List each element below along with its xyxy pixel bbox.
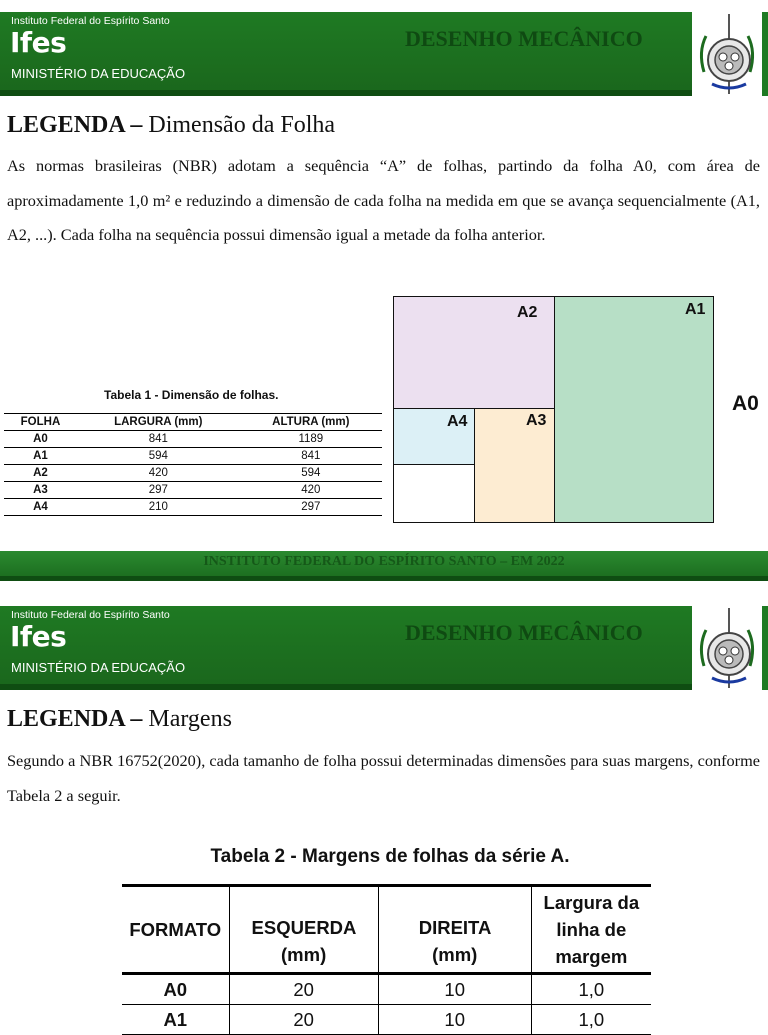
ministry-name: MINISTÉRIO DA EDUCAÇÃO <box>11 66 186 81</box>
col-header: ESQUERDA (mm) <box>229 886 378 974</box>
table-cell: 594 <box>77 448 240 465</box>
table-cell: 10 <box>378 1005 531 1035</box>
table-cell: A1 <box>122 1005 229 1035</box>
sheet-size-diagram <box>393 296 714 523</box>
title-rest: Margens <box>142 706 232 732</box>
table-row <box>4 482 382 499</box>
table-cell: A0 <box>4 431 77 448</box>
col-header: ALTURA (mm) <box>240 414 382 431</box>
table-row <box>4 448 382 465</box>
table-row <box>4 499 382 516</box>
table-cell: 297 <box>240 499 382 516</box>
header-banner <box>0 606 768 690</box>
header-strip <box>0 684 692 690</box>
table-cell: 1189 <box>240 431 382 448</box>
table-header-row <box>122 886 651 974</box>
table-cell: 210 <box>77 499 240 516</box>
header-banner <box>0 12 768 96</box>
table-cell: 841 <box>240 448 382 465</box>
footer-line <box>0 576 768 581</box>
institute-name: Instituto Federal do Espírito Santo <box>11 609 170 621</box>
table-cell: A2 <box>4 465 77 482</box>
course-title: DESENHO MECÂNICO <box>405 620 643 645</box>
col-header: LARGURA (mm) <box>77 414 240 431</box>
col-header: Largura da linha de margem <box>531 886 651 974</box>
sheet-size-table <box>4 413 382 516</box>
brand-logo-text: Ifes <box>10 26 67 59</box>
table-cell: 594 <box>240 465 382 482</box>
table-cell: 1,0 <box>531 974 651 1005</box>
table-cell: A0 <box>122 974 229 1005</box>
institute-name: Instituto Federal do Espírito Santo <box>11 15 170 27</box>
page-title <box>7 112 335 139</box>
ifes-emblem-icon <box>692 12 762 96</box>
table-cell: 20 <box>229 974 378 1005</box>
table-cell: A4 <box>4 499 77 516</box>
label-a3: A3 <box>526 412 547 429</box>
ministry-name: MINISTÉRIO DA EDUCAÇÃO <box>11 660 186 675</box>
table-cell: A1 <box>4 448 77 465</box>
header-edge <box>762 12 768 96</box>
margins-table <box>122 884 651 1035</box>
table-header-row <box>4 414 382 431</box>
title-rest: Dimensão da Folha <box>142 112 336 138</box>
col-header: FOLHA <box>4 414 77 431</box>
table-cell: 420 <box>77 465 240 482</box>
footer-banner <box>0 551 768 581</box>
footer-text: INSTITUTO FEDERAL DO ESPÍRITO SANTO – EM 2022 <box>203 554 565 569</box>
label-a2: A2 <box>517 304 538 321</box>
table-cell: 20 <box>229 1005 378 1035</box>
intro-paragraph: As normas brasileiras (NBR) adotam a sequência “A” de folhas, partindo da folha A0, com área de aproximadamente 1,0 m² e reduzindo a dimensão de cada folha na medida em que se avança sequencialmente (A1, A2, ...). Cada folha na sequência possui dimensão igual a metade da folha anterior. <box>7 156 760 244</box>
col-header: FORMATO <box>122 886 229 974</box>
label-a0: A0 <box>732 392 759 415</box>
col-header: DIREITA (mm) <box>378 886 531 974</box>
title-bold: LEGENDA – <box>7 706 143 732</box>
header-edge <box>762 606 768 690</box>
table2-caption: Tabela 2 - Margens de folhas da série A. <box>210 846 570 867</box>
ifes-emblem-icon <box>692 606 762 690</box>
title-bold: LEGENDA – <box>7 112 143 138</box>
table-cell: 297 <box>77 482 240 499</box>
table-row <box>4 465 382 482</box>
table-cell: 841 <box>77 431 240 448</box>
sheet-a1 <box>553 296 714 523</box>
course-title: DESENHO MECÂNICO <box>405 26 643 51</box>
table-row <box>4 431 382 448</box>
table-row <box>122 1005 651 1035</box>
label-a1: A1 <box>685 301 706 318</box>
page-title <box>7 706 232 733</box>
margins-paragraph: Segundo a NBR 16752(2020), cada tamanho de folha possui determinadas dimensões para suas margens, conforme Tabela 2 a seguir. <box>7 751 760 805</box>
header-strip <box>0 90 692 96</box>
label-a4: A4 <box>447 413 468 430</box>
table-row <box>122 974 651 1005</box>
table-cell: A3 <box>4 482 77 499</box>
brand-logo-text: Ifes <box>10 620 67 653</box>
table-cell: 10 <box>378 974 531 1005</box>
sheet-empty <box>393 464 475 523</box>
table1-caption: Tabela 1 - Dimensão de folhas. <box>104 388 279 402</box>
table-cell: 420 <box>240 482 382 499</box>
table-cell: 1,0 <box>531 1005 651 1035</box>
